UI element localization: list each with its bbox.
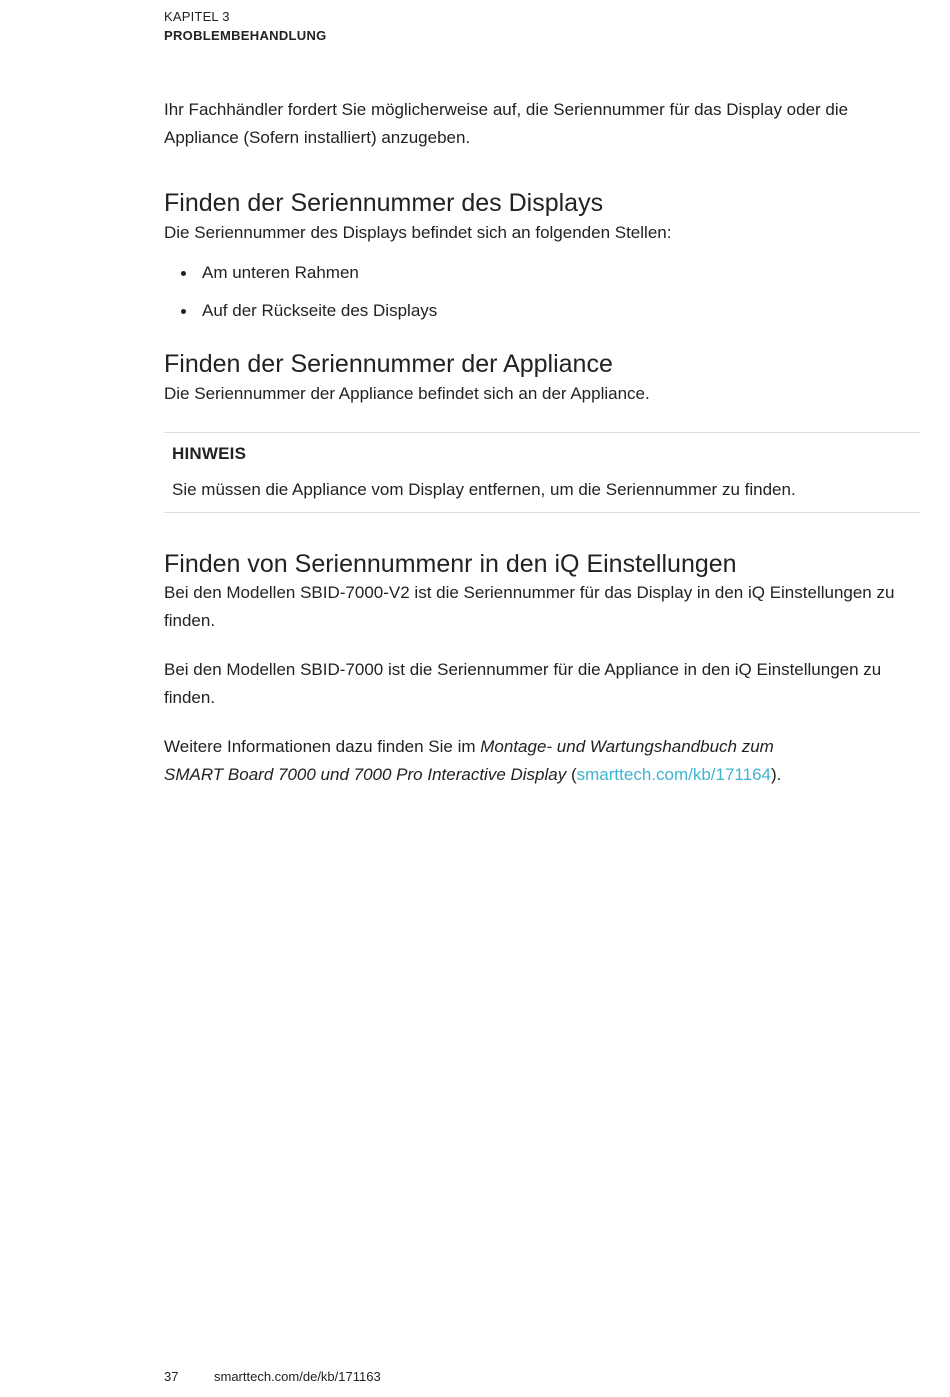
manual-link[interactable]: smarttech.com/kb/171164 [576,764,771,784]
manual-title-line1: Montage- und Wartungshandbuch zum [480,737,774,756]
bullet-icon [181,271,186,276]
page-number: 37 [164,1369,179,1384]
display-serial-locations [164,259,920,324]
link-open-paren: ( [566,764,577,784]
more-info-prefix: Weitere Informationen dazu finden Sie im [164,737,481,756]
intro-paragraph: Ihr Fachhändler fordert Sie möglicherweise auf, die Seriennummer für das Display oder die Appliance (Sofern installiert) anzugeben. [164,100,849,147]
display-serial-text: Die Seriennummer des Displays befindet sich an folgenden Stellen: [164,223,672,242]
list-item-text: Auf der Rückseite des Displays [202,301,438,320]
heading-iq-settings: Finden von Seriennummenr in den iQ Einstellungen [164,550,737,578]
heading-appliance-serial: Finden der Seriennummer der Appliance [164,350,613,378]
link-close-paren: ). [770,764,782,784]
list-item [164,259,920,286]
iq-paragraph-7000: Bei den Modellen SBID-7000 ist die Seriennummer für die Appliance in den iQ Einstellungen zu finden. [164,660,882,707]
chapter-title: PROBLEMBEHANDLUNG [164,28,327,43]
manual-title-line2: SMART Board 7000 und 7000 Pro Interactive Display [164,764,567,784]
footer-url: smarttech.com/de/kb/171163 [214,1369,381,1384]
iq-paragraph-v2: Bei den Modellen SBID-7000-V2 ist die Seriennummer für das Display in den iQ Einstellungen zu finden. [164,583,895,630]
note-text: Sie müssen die Appliance vom Display entfernen, um die Seriennummer zu finden. [172,480,796,499]
running-header [164,8,327,46]
note-title: HINWEIS [172,444,247,463]
page-footer [164,1368,381,1386]
appliance-serial-text: Die Seriennummer der Appliance befindet sich an der Appliance. [164,384,650,403]
heading-display-serial: Finden der Seriennummer des Displays [164,189,604,217]
main-content [164,96,920,788]
bullet-icon [181,309,186,314]
chapter-label: KAPITEL 3 [164,9,230,24]
note-box [164,432,920,513]
list-item [164,297,920,324]
list-item-text: Am unteren Rahmen [202,263,359,282]
more-info-paragraph [164,733,920,788]
